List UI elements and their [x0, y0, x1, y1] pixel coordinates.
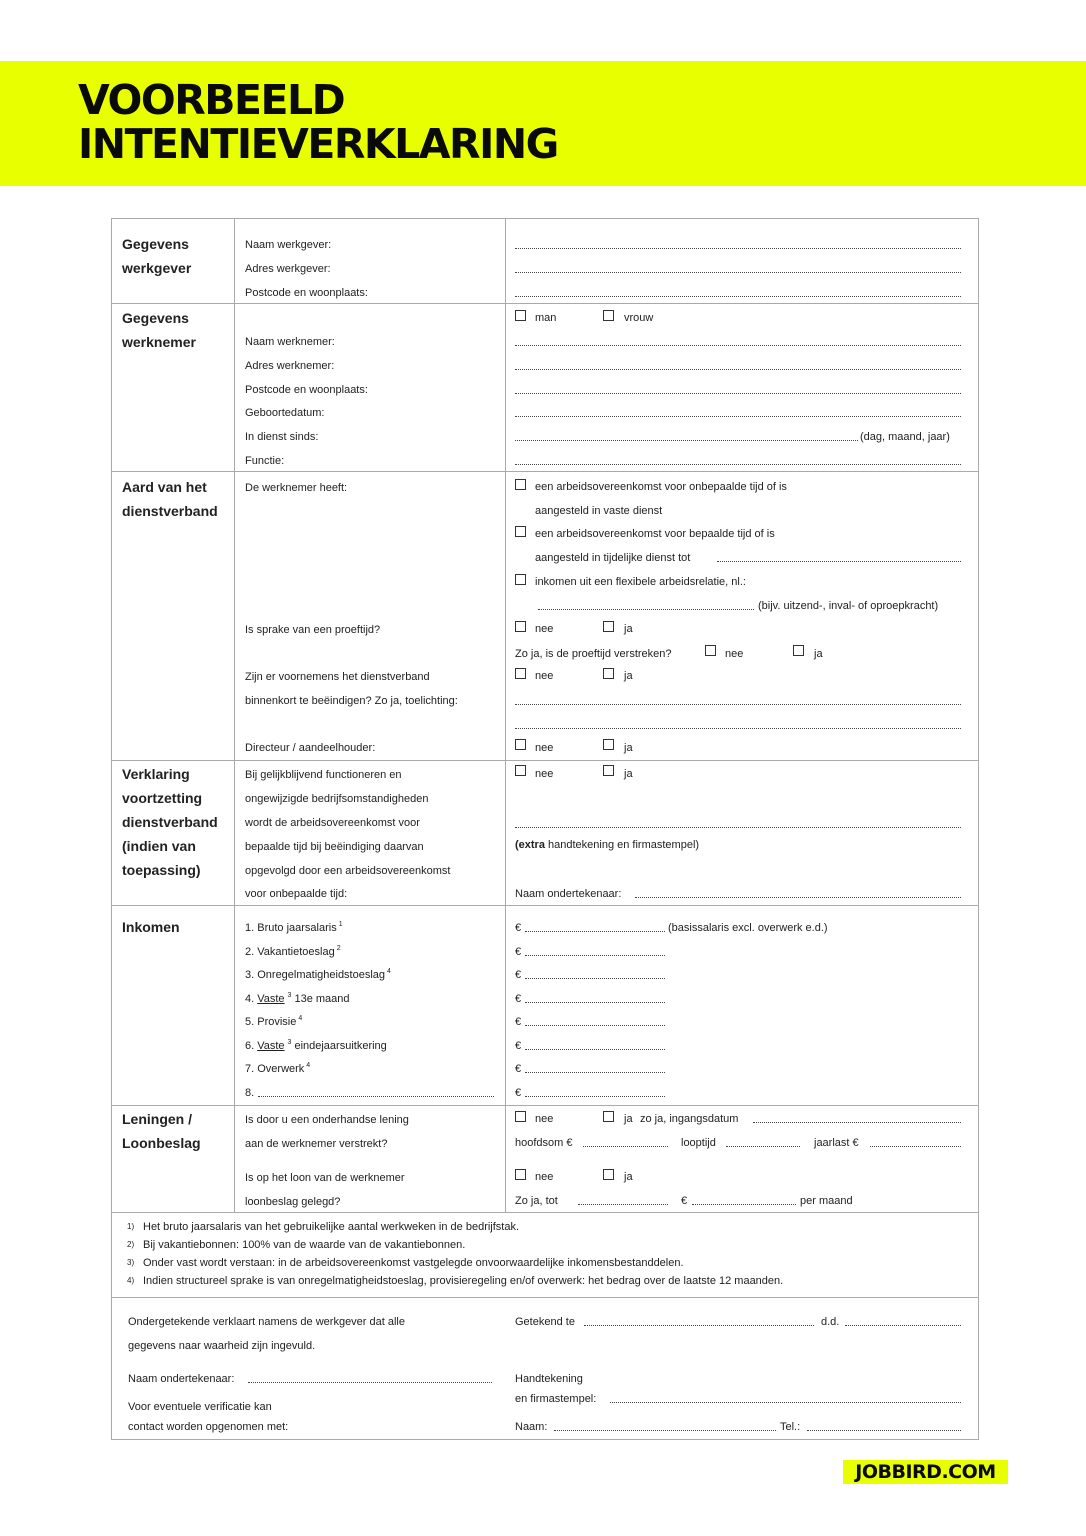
declaration-line-1: Ondergetekende verklaart namens de werkgever dat alle: [128, 1316, 405, 1328]
label-ja: ja: [624, 670, 633, 682]
label-ja: ja: [624, 768, 633, 780]
row-divider: [112, 303, 978, 304]
field-handtekening[interactable]: [610, 1402, 961, 1403]
field-adres-werknemer[interactable]: [515, 369, 961, 370]
label-proeftijd-verstreken: Zo ja, is de proeftijd verstreken?: [515, 648, 672, 660]
label-lening-1: Is door u een onderhandse lening: [245, 1114, 409, 1126]
field-inkomen-bedrag[interactable]: [525, 1096, 665, 1097]
checkbox-onbepaalde-tijd[interactable]: [515, 479, 526, 490]
page-title: [78, 78, 558, 166]
field-inkomen-bedrag[interactable]: [525, 1072, 665, 1073]
option-flexibel: inkomen uit een flexibele arbeidsrelatie, nl.:: [535, 576, 746, 588]
checkbox-lening-nee[interactable]: [515, 1111, 526, 1122]
section-heading-aard: Aard van het dienstverband: [122, 479, 218, 519]
label-nee: nee: [535, 742, 554, 754]
label-adres-werknemer: Adres werknemer:: [245, 360, 335, 372]
field-tijdelijk-tot[interactable]: [717, 561, 961, 562]
field-inkomen-bedrag[interactable]: [525, 1002, 665, 1003]
field-functie[interactable]: [515, 464, 961, 465]
row-divider: [112, 905, 978, 906]
verklaring-text: bepaalde tijd bij beëindiging daarvan: [245, 841, 424, 853]
euro-sign: €: [515, 946, 522, 958]
intentieverklaring-form: [111, 218, 979, 1440]
field-postcode-werknemer[interactable]: [515, 393, 961, 394]
label-man: man: [535, 312, 557, 324]
checkbox-lening-ja[interactable]: [603, 1111, 614, 1122]
field-inkomen-bedrag[interactable]: [525, 955, 665, 956]
field-inkomen-bedrag[interactable]: [525, 931, 665, 932]
label-looptijd: looptijd: [681, 1137, 716, 1149]
euro-sign: €: [515, 922, 522, 934]
field-beslag-bedrag[interactable]: [692, 1204, 796, 1205]
checkbox-directeur-nee[interactable]: [515, 739, 526, 750]
field-toelichting-2[interactable]: [515, 728, 961, 729]
verificatie-line-2: contact worden opgenomen met:: [128, 1421, 289, 1433]
label-beeindigen-2: binnenkort te beëindigen? Zo ja, toelichting:: [245, 695, 458, 707]
field-adres-werkgever[interactable]: [515, 272, 961, 273]
label-nee: nee: [725, 648, 744, 660]
field-inkomen-label-8[interactable]: [258, 1096, 494, 1097]
label-euro: €: [681, 1195, 688, 1207]
section-heading-werknemer: Gegevens werknemer: [122, 310, 196, 350]
label-directeur: Directeur / aandeelhouder:: [245, 742, 376, 754]
verklaring-text: ongewijzigde bedrijfsomstandigheden: [245, 793, 429, 805]
label-getekend-te: Getekend te: [515, 1316, 575, 1328]
label-tel: Tel.:: [780, 1421, 801, 1433]
label-postcode-werknemer: Postcode en woonplaats:: [245, 384, 368, 396]
label-in-dienst: In dienst sinds:: [245, 431, 319, 443]
verklaring-text: opgevolgd door een arbeidsovereenkomst: [245, 865, 451, 877]
euro-sign: €: [515, 993, 522, 1005]
checkbox-proeftijd-nee[interactable]: [515, 621, 526, 632]
checkbox-verstreken-ja[interactable]: [793, 645, 804, 656]
verklaring-text: voor onbepaalde tijd:: [245, 888, 348, 900]
label-werknemer-heeft: De werknemer heeft:: [245, 482, 348, 494]
checkbox-vrouw[interactable]: [603, 310, 614, 321]
inkomen-label: 3. Onregelmatigheidstoeslag $^4$: [245, 968, 391, 981]
label-postcode-werkgever: Postcode en woonplaats:: [245, 287, 368, 299]
label-functie: Functie:: [245, 455, 285, 467]
field-getekend-te[interactable]: [584, 1325, 814, 1326]
footnote-text: Onder vast wordt verstaan: in de arbeidsovereenkomst vastgelegde onvoorwaardelijke inkomensbestanddelen.: [143, 1257, 684, 1269]
footnote-number: 1): [127, 1222, 135, 1231]
in-dienst-format: (dag, maand, jaar): [860, 431, 950, 443]
field-geboortedatum[interactable]: [515, 416, 961, 417]
checkbox-directeur-ja[interactable]: [603, 739, 614, 750]
euro-sign: €: [515, 1087, 522, 1099]
label-beeindigen-1: Zijn er voornemens het dienstverband: [245, 671, 430, 683]
option-onbepaalde-tijd-2: aangesteld in vaste dienst: [535, 505, 663, 517]
title-line-1: VOORBEELD: [78, 76, 345, 124]
label-nee: nee: [535, 670, 554, 682]
checkbox-beslag-nee[interactable]: [515, 1169, 526, 1180]
label-naam: Naam:: [515, 1421, 548, 1433]
label-proeftijd: Is sprake van een proeftijd?: [245, 624, 381, 636]
label-naam-ondertekenaar: Naam ondertekenaar:: [128, 1373, 235, 1385]
column-divider: [505, 219, 506, 1212]
label-beslag-2: loonbeslag gelegd?: [245, 1196, 341, 1208]
euro-sign: €: [515, 1016, 522, 1028]
field-inkomen-bedrag[interactable]: [525, 1049, 665, 1050]
row-divider: [112, 760, 978, 761]
row-divider: [112, 471, 978, 472]
field-datum[interactable]: [845, 1325, 961, 1326]
label-nee: nee: [535, 1171, 554, 1183]
section-heading-inkomen: Inkomen: [122, 919, 180, 935]
label-naam-ondertekenaar: Naam ondertekenaar:: [515, 888, 622, 900]
footnote-number: 3): [127, 1258, 135, 1267]
label-ja: ja: [624, 623, 633, 635]
row-divider: [112, 1105, 978, 1106]
section-heading-leningen: Leningen / Loonbeslag: [122, 1111, 201, 1151]
label-naam-werkgever: Naam werkgever:: [245, 239, 332, 251]
euro-sign: €: [515, 1063, 522, 1075]
label-hoofdsom: hoofdsom €: [515, 1137, 573, 1149]
label-jaarlast: jaarlast €: [814, 1137, 859, 1149]
field-inkomen-bedrag[interactable]: [525, 1025, 665, 1026]
inkomen-label: 4. Vaste $^3$ 13e maand: [245, 992, 350, 1005]
label-geboortedatum: Geboortedatum:: [245, 407, 325, 419]
inkomen-label: 5. Provisie $^4$: [245, 1015, 303, 1028]
column-divider: [234, 219, 235, 1212]
section-heading-werkgever: Gegevens werkgever: [122, 236, 192, 276]
label-nee: nee: [535, 623, 554, 635]
field-beslag-tot[interactable]: [578, 1204, 668, 1205]
field-flexibel-soort[interactable]: [538, 609, 754, 610]
flexibel-examples: (bijv. uitzend-, inval- of oproepkracht): [758, 600, 939, 612]
field-jaarlast[interactable]: [870, 1146, 961, 1147]
checkbox-beeindigen-nee[interactable]: [515, 668, 526, 679]
label-beslag-1: Is op het loon van de werknemer: [245, 1172, 405, 1184]
label-naam-werknemer: Naam werknemer:: [245, 336, 335, 348]
footnote-number: 2): [127, 1240, 135, 1249]
label-per-maand: per maand: [800, 1195, 853, 1207]
field-extra-handtekening[interactable]: [515, 827, 961, 828]
basissalaris-note: (basissalaris excl. overwerk e.d.): [668, 922, 828, 934]
checkbox-voortzetting-nee[interactable]: [515, 765, 526, 776]
checkbox-verstreken-nee[interactable]: [705, 645, 716, 656]
label-ja: ja: [624, 1171, 633, 1183]
footnote-text: Het bruto jaarsalaris van het gebruikelijke aantal werkweken in de bedrijfstak.: [143, 1221, 520, 1233]
field-contact-tel[interactable]: [807, 1430, 961, 1431]
label-dd: d.d.: [821, 1316, 840, 1328]
checkbox-man[interactable]: [515, 310, 526, 321]
label-ja: ja: [814, 648, 823, 660]
field-ingangsdatum[interactable]: [753, 1122, 961, 1123]
field-toelichting-1[interactable]: [515, 704, 961, 705]
label-vrouw: vrouw: [624, 312, 654, 324]
label-nee: nee: [535, 768, 554, 780]
label-zo-ja-tot: Zo ja, tot: [515, 1195, 558, 1207]
field-inkomen-bedrag[interactable]: [525, 978, 665, 979]
footnote-text: Indien structureel sprake is van onregelmatigheidstoeslag, provisieregeling en/of overwerk: het bedrag over de laatste 12 maanden.: [143, 1275, 784, 1287]
field-signature-naam[interactable]: [248, 1382, 492, 1383]
label-lening-2: aan de werknemer verstrekt?: [245, 1138, 388, 1150]
verklaring-text: wordt de arbeidsovereenkomst voor: [245, 817, 420, 829]
field-contact-naam[interactable]: [554, 1430, 776, 1431]
checkbox-beeindigen-ja[interactable]: [603, 668, 614, 679]
field-postcode-werkgever[interactable]: [515, 296, 961, 297]
title-line-2: INTENTIEVERKLARING: [78, 120, 558, 168]
field-naam-werkgever[interactable]: [515, 248, 961, 249]
inkomen-label: 7. Overwerk $^4$: [245, 1062, 311, 1075]
label-firmastempel: en firmastempel:: [515, 1393, 597, 1405]
footnote-text: Bij vakantiebonnen: 100% van de waarde van de vakantiebonnen.: [143, 1239, 466, 1251]
option-bepaalde-tijd: een arbeidsovereenkomst voor bepaalde tijd of is: [535, 528, 775, 540]
inkomen-label: 6. Vaste $^3$ eindejaarsuitkering: [245, 1039, 387, 1052]
checkbox-flexibel[interactable]: [515, 574, 526, 585]
field-in-dienst[interactable]: [515, 440, 858, 441]
section-heading-verklaring: Verklaring voortzetting dienstverband (indien van toepassing): [122, 766, 218, 878]
label-ja: ja: [624, 1113, 633, 1125]
verificatie-line-1: Voor eventuele verificatie kan: [128, 1401, 272, 1413]
field-naam-werknemer[interactable]: [515, 345, 961, 346]
checkbox-proeftijd-ja[interactable]: [603, 621, 614, 632]
euro-sign: €: [515, 1040, 522, 1052]
field-looptijd[interactable]: [726, 1146, 800, 1147]
inkomen-label: 1. Bruto jaarsalaris $^1$: [245, 921, 343, 934]
option-onbepaalde-tijd: een arbeidsovereenkomst voor onbepaalde tijd of is: [535, 481, 787, 493]
label-handtekening: Handtekening: [515, 1373, 583, 1385]
label-ja: ja: [624, 742, 633, 754]
row-divider: [112, 1297, 978, 1298]
inkomen-label: 8.: [245, 1087, 255, 1099]
label-adres-werkgever: Adres werkgever:: [245, 263, 331, 275]
jobbird-logo[interactable]: JOBBIRD.COM: [843, 1460, 1008, 1484]
verklaring-text: Bij gelijkblijvend functioneren en: [245, 769, 402, 781]
checkbox-voortzetting-ja[interactable]: [603, 765, 614, 776]
checkbox-beslag-ja[interactable]: [603, 1169, 614, 1180]
checkbox-bepaalde-tijd[interactable]: [515, 526, 526, 537]
field-hoofdsom[interactable]: [583, 1146, 668, 1147]
label-nee: nee: [535, 1113, 554, 1125]
footnote-number: 4): [127, 1276, 135, 1285]
euro-sign: €: [515, 969, 522, 981]
label-ingangsdatum: zo ja, ingangsdatum: [640, 1113, 739, 1125]
row-divider: [112, 1212, 978, 1213]
extra-handtekening-label: (extra handtekening en firmastempel): [515, 839, 700, 851]
field-naam-ondertekenaar[interactable]: [635, 897, 961, 898]
option-bepaalde-tijd-2: aangesteld in tijdelijke dienst tot: [535, 552, 691, 564]
inkomen-label: 2. Vakantietoeslag $^2$: [245, 945, 341, 958]
declaration-line-2: gegevens naar waarheid zijn ingevuld.: [128, 1340, 316, 1352]
